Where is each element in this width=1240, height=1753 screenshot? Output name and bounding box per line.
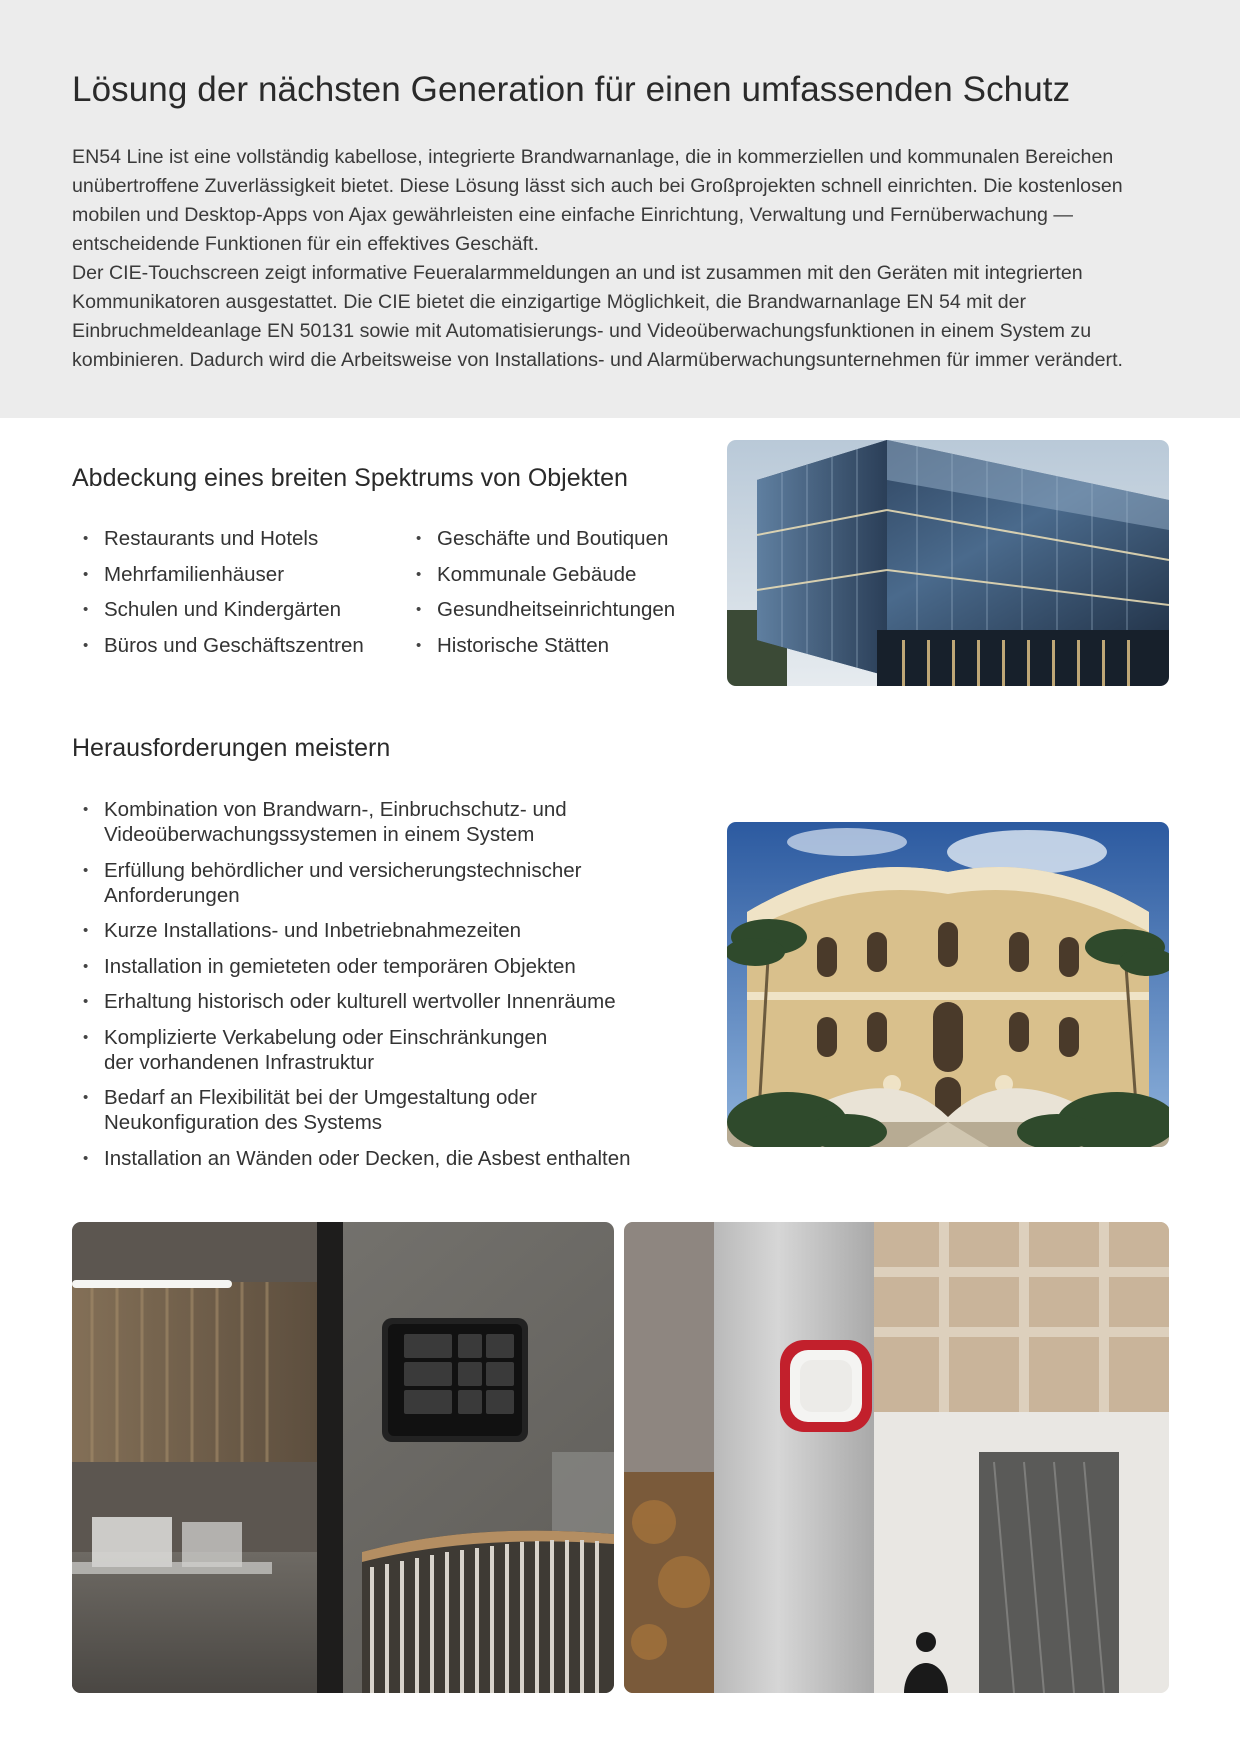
list-item: • Geschäfte und Boutiquen — [405, 521, 675, 557]
list-item — [72, 918, 631, 943]
list-item: • Mehrfamilienhäuser — [72, 557, 364, 593]
list-item — [72, 954, 631, 979]
historic-palace-image — [727, 822, 1169, 1147]
objects-heading: Abdeckung eines breiten Spektrums von Objekten — [72, 464, 628, 492]
list-item-line: Kurze Installations- und Inbetriebnahmezeiten — [104, 919, 522, 942]
challenges-heading: Herausforderungen meistern — [72, 734, 391, 762]
glass-building-image — [727, 440, 1169, 686]
list-item — [72, 858, 631, 908]
intro-paragraph: EN54 Line ist eine vollständig kabellose, integrierte Brandwarnanlage, die in kommerziellen und kommunalen Bereichen unübertroffene Zuverlässigkeit bietet. Diese Lösung lässt sich auch bei Großprojekten schnell einrichten. Die kostenlosen mobilen und Desktop-Apps von Ajax gewährleisten eine einfache Einrichtung, Verwaltung und Fernüberwachung — entscheidende Funktionen für ein effektives Geschäft. — [72, 146, 1123, 255]
intro-section — [0, 0, 1240, 418]
challenges-list — [72, 797, 631, 1181]
list-item-line: Anforderungen — [104, 883, 240, 907]
list-item-line: Neukonfiguration des Systems — [104, 1111, 383, 1134]
office-illustration — [72, 1222, 614, 1693]
palace-illustration — [727, 822, 1169, 1147]
list-item — [72, 797, 631, 847]
objects-list-right — [405, 521, 675, 663]
list-item — [72, 1146, 631, 1171]
list-item — [72, 1025, 631, 1075]
list-item-line: der vorhandenen Infrastruktur — [104, 1050, 375, 1074]
list-item-line: Erhaltung historisch oder kulturell wertvoller Innenräume — [104, 990, 616, 1013]
list-item — [72, 1085, 631, 1135]
list-item: • Gesundheitseinrichtungen — [405, 592, 675, 628]
list-item — [72, 989, 631, 1014]
intro-paragraph: Der CIE-Touchscreen zeigt informative Feueralarmmeldungen an und ist zusammen mit den Geräten mit integrierten Kommunikatoren ausgestattet. Die CIE bietet die einzigartige Möglichkeit, die Brandwarnanlage EN 54 mit der Einbruchmeldeanlage EN 50131 sowie mit Automatisierungs- und Videoüberwachungsfunktionen in einem System zu kombinieren. Dadurch wird die Arbeitsweise von Installations- und Alarmüberwachungsunternehmen für immer verändert. — [72, 262, 1123, 371]
glass-building-illustration — [727, 440, 1169, 686]
list-item: • Schulen und Kindergärten — [72, 592, 364, 628]
list-item: • Historische Stätten — [405, 628, 675, 664]
list-item-line: Erfüllung behördlicher und versicherungstechnischer — [104, 858, 582, 882]
list-item: • Restaurants und Hotels — [72, 521, 364, 557]
intro-text — [72, 143, 1172, 375]
list-item-line: Installation an Wänden oder Decken, die Asbest enthalten — [104, 1146, 631, 1170]
list-item-line: Videoüberwachungssystemen in einem System — [104, 823, 535, 846]
sounder-pillar-image — [624, 1222, 1169, 1693]
list-item-line: Kombination von Brandwarn-, Einbruchschutz- und — [104, 798, 567, 821]
sounder-illustration — [624, 1222, 1169, 1693]
list-item-line: Komplizierte Verkabelung oder Einschränkungen — [104, 1025, 548, 1049]
office-touchscreen-image — [72, 1222, 614, 1693]
list-item: • Kommunale Gebäude — [405, 557, 675, 593]
page-title: Lösung der nächsten Generation für einen umfassenden Schutz — [72, 70, 1071, 109]
list-item: • Büros und Geschäftszentren — [72, 628, 364, 664]
list-item-line: Bedarf an Flexibilität bei der Umgestaltung oder — [104, 1086, 538, 1109]
list-item-line: Installation in gemieteten oder temporären Objekten — [104, 954, 576, 978]
objects-list-left — [72, 521, 364, 663]
